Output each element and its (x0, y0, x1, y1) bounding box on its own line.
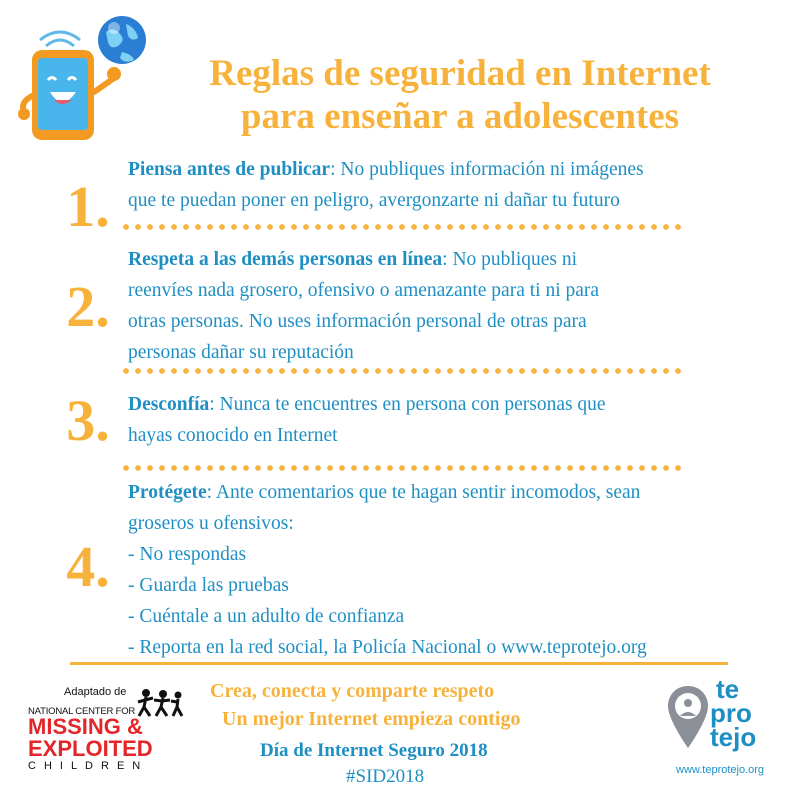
rule-heading: Piensa antes de publicar (128, 159, 331, 180)
rule-number: 4. (66, 534, 110, 599)
page-title (140, 52, 780, 138)
rule-line: groseros u ofensivos: (128, 513, 294, 534)
ncmec-line-2: MISSING & (28, 714, 143, 739)
event-name: Día de Internet Seguro 2018 (260, 740, 488, 761)
slogan-line-1: Crea, conecta y comparte respeto (210, 680, 495, 702)
rule-line: : No publiques ni (442, 249, 578, 270)
tablet-mascot-icon (10, 8, 150, 148)
running-children-icon (136, 688, 184, 718)
rule-line: otras personas. No uses información personal de otras para (128, 311, 587, 332)
rule-number: 2. (66, 274, 110, 339)
event-hashtag: #SID2018 (346, 766, 425, 787)
ncmec-line-4: CHILDREN (28, 760, 149, 772)
rule-line: que te puedan poner en peligro, avergonzarte ni dañar tu futuro (128, 190, 620, 211)
teprotejo-url: www.teprotejo.org (676, 764, 765, 776)
rule-heading: Respeta a las demás personas en línea (128, 249, 443, 270)
teprotejo-logo (660, 676, 800, 800)
rule-number: 1. (66, 174, 110, 239)
rule-line: : Ante comentarios que te hagan sentir incomodos, sean (206, 482, 641, 503)
dotted-divider (120, 465, 684, 471)
rule-line: : No publiques información ni imágenes (330, 159, 644, 180)
rule-1-text (128, 154, 788, 216)
title-line-1: Reglas de seguridad en Internet (209, 53, 711, 94)
teprotejo-pro: pro (710, 698, 752, 728)
rule-line: reenvíes nada grosero, ofensivo o amenazante para ti ni para (128, 280, 600, 301)
slogan-line-2: Un mejor Internet empieza contigo (222, 708, 521, 730)
title-line-2: para enseñar a adolescentes (240, 96, 680, 137)
rule-line: - Guarda las pruebas (128, 575, 289, 596)
teprotejo-tejo: tejo (710, 722, 757, 752)
tablet-mascot-illustration (10, 8, 150, 148)
teprotejo-te: te (716, 674, 740, 704)
rule-line: - Reporta en la red social, la Policía Nacional o www.teprotejo.org (128, 637, 647, 658)
rule-number: 3. (66, 388, 110, 453)
rule-line: - Cuéntale a un adulto de confianza (128, 606, 405, 627)
rule-3-text (128, 389, 788, 451)
rule-line: - No respondas (128, 544, 247, 565)
rule-line: hayas conocido en Internet (128, 425, 338, 446)
rule-4-text (128, 477, 798, 663)
dotted-divider (120, 224, 684, 230)
ncmec-line-3: EXPLOITED (28, 736, 153, 761)
location-pin-icon (666, 684, 710, 750)
rule-2-text (128, 244, 788, 368)
dotted-divider (120, 368, 684, 374)
rule-heading: Protégete (128, 482, 207, 503)
ncmec-logo (28, 686, 188, 772)
rule-line: personas dañar su reputación (128, 342, 354, 363)
ncmec-line-1: NATIONAL CENTER FOR (28, 706, 136, 717)
footer-divider (70, 662, 728, 665)
adapted-from-label: Adaptado de (64, 686, 127, 698)
rule-line: : Nunca te encuentres en persona con personas que (209, 394, 606, 415)
rule-heading: Desconfía (128, 394, 210, 415)
